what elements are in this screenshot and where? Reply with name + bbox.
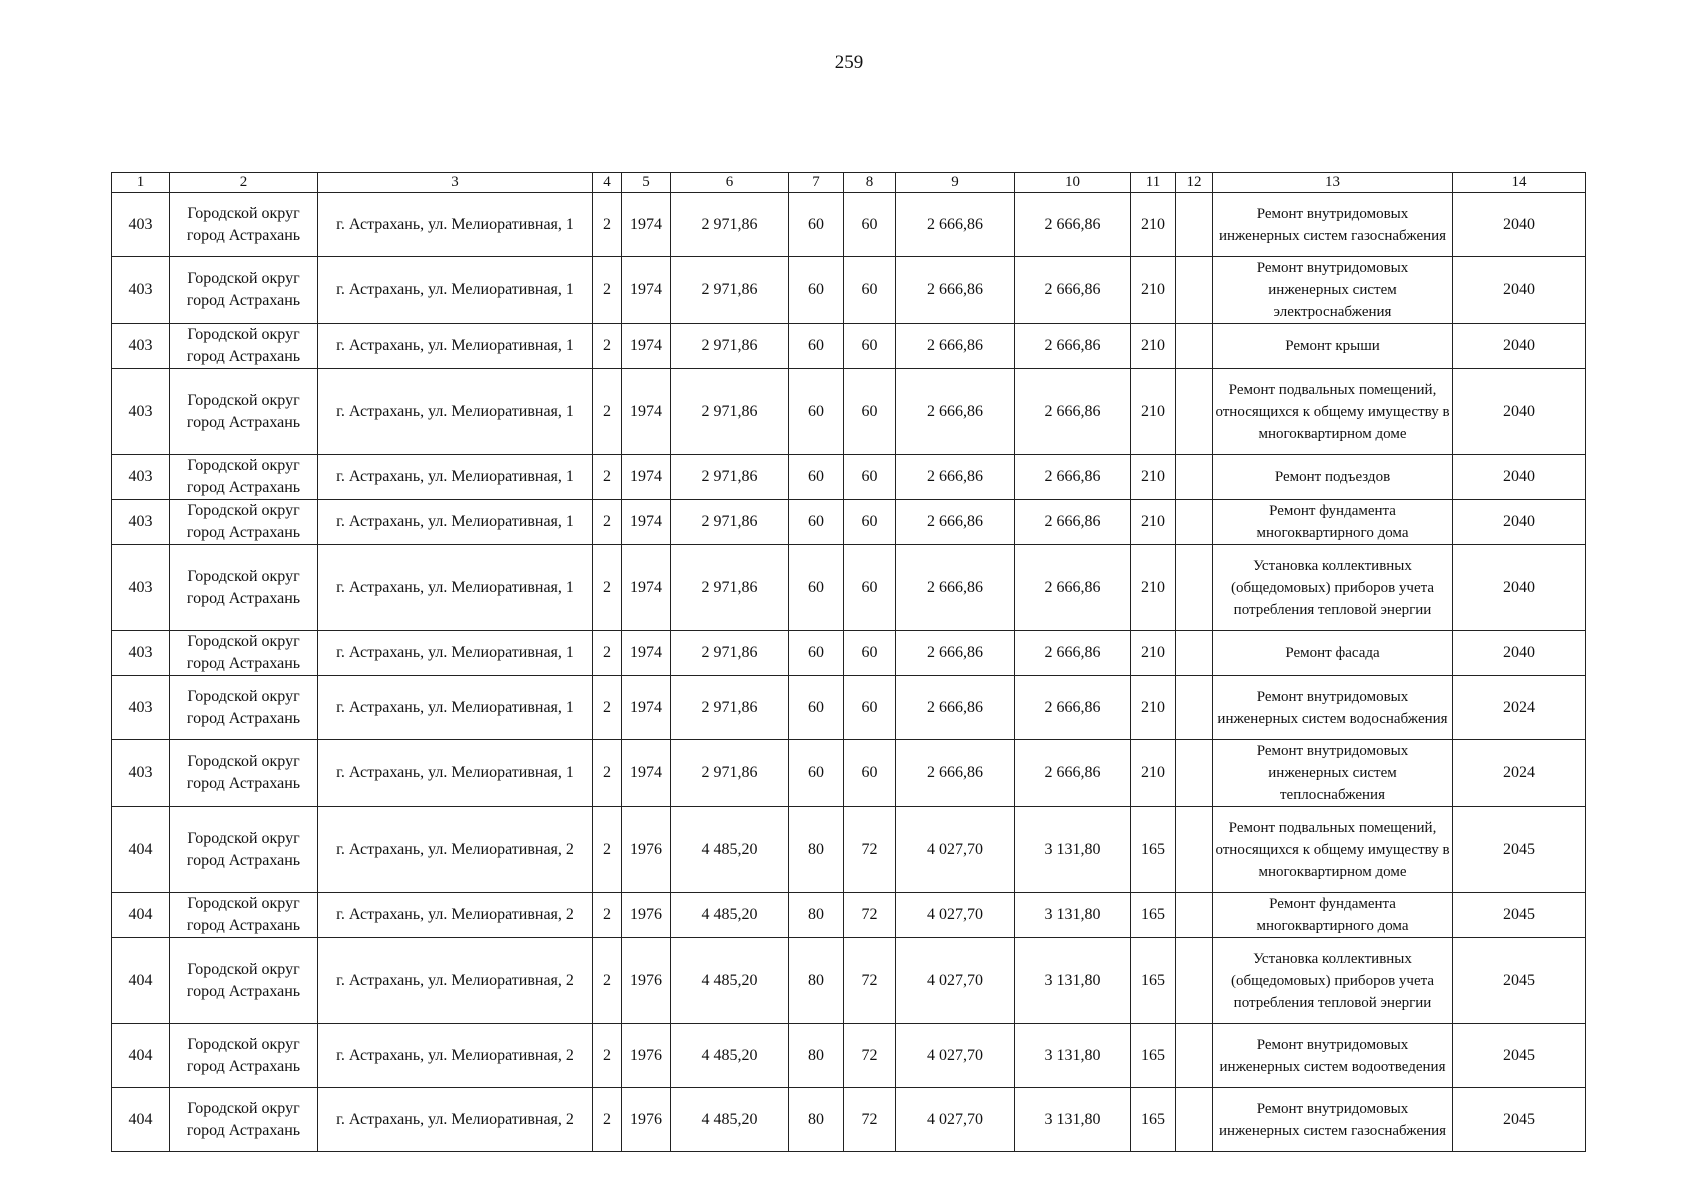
address-cell: г. Астрахань, ул. Мелиоративная, 1 bbox=[318, 545, 593, 631]
planned-year-cell: 2040 bbox=[1453, 500, 1586, 545]
area-cell-10: 3 131,80 bbox=[1015, 1024, 1131, 1088]
year-built-cell: 1974 bbox=[622, 545, 671, 631]
table-row bbox=[112, 938, 1586, 1024]
value-cell-11: 165 bbox=[1131, 938, 1176, 1024]
area-cell-9: 2 666,86 bbox=[896, 500, 1015, 545]
value-cell-8: 72 bbox=[844, 893, 896, 938]
floors-cell: 2 bbox=[593, 938, 622, 1024]
area-cell-9: 2 666,86 bbox=[896, 676, 1015, 740]
municipality-cell: Городской округ город Астрахань bbox=[170, 545, 318, 631]
table-row bbox=[112, 740, 1586, 807]
work-type-cell: Ремонт подвальных помещений, относящихся к общему имуществу в многоквартирном доме bbox=[1213, 807, 1453, 893]
planned-year-cell: 2040 bbox=[1453, 324, 1586, 369]
year-built-cell: 1974 bbox=[622, 324, 671, 369]
year-built-cell: 1974 bbox=[622, 257, 671, 324]
year-built-cell: 1974 bbox=[622, 631, 671, 676]
column-header: 8 bbox=[844, 173, 896, 193]
work-type-cell: Установка коллективных (общедомовых) приборов учета потребления тепловой энергии bbox=[1213, 545, 1453, 631]
total-area-cell: 2 971,86 bbox=[671, 676, 789, 740]
municipality-cell: Городской округ город Астрахань bbox=[170, 1088, 318, 1152]
area-cell-9: 4 027,70 bbox=[896, 807, 1015, 893]
address-cell: г. Астрахань, ул. Мелиоративная, 2 bbox=[318, 807, 593, 893]
year-built-cell: 1974 bbox=[622, 369, 671, 455]
work-type-cell: Ремонт внутридомовых инженерных систем газоснабжения bbox=[1213, 1088, 1453, 1152]
municipality-cell: Городской округ город Астрахань bbox=[170, 740, 318, 807]
value-cell-8: 60 bbox=[844, 740, 896, 807]
value-cell-11: 210 bbox=[1131, 545, 1176, 631]
table-row bbox=[112, 631, 1586, 676]
value-cell-11: 165 bbox=[1131, 1088, 1176, 1152]
table-row bbox=[112, 369, 1586, 455]
floors-cell: 2 bbox=[593, 455, 622, 500]
floors-cell: 2 bbox=[593, 807, 622, 893]
municipality-cell: Городской округ город Астрахань bbox=[170, 257, 318, 324]
year-built-cell: 1974 bbox=[622, 500, 671, 545]
municipality-cell: Городской округ город Астрахань bbox=[170, 193, 318, 257]
value-cell-7: 80 bbox=[789, 938, 844, 1024]
area-cell-10: 2 666,86 bbox=[1015, 740, 1131, 807]
record-number: 403 bbox=[112, 455, 170, 500]
record-number: 403 bbox=[112, 257, 170, 324]
value-cell-12 bbox=[1176, 807, 1213, 893]
work-type-cell: Ремонт фасада bbox=[1213, 631, 1453, 676]
column-number-row bbox=[112, 173, 1586, 193]
table-row bbox=[112, 193, 1586, 257]
column-header: 3 bbox=[318, 173, 593, 193]
table-row bbox=[112, 257, 1586, 324]
value-cell-11: 210 bbox=[1131, 369, 1176, 455]
value-cell-12 bbox=[1176, 676, 1213, 740]
table-row bbox=[112, 455, 1586, 500]
planned-year-cell: 2040 bbox=[1453, 257, 1586, 324]
value-cell-12 bbox=[1176, 257, 1213, 324]
area-cell-10: 2 666,86 bbox=[1015, 193, 1131, 257]
value-cell-12 bbox=[1176, 740, 1213, 807]
column-header: 13 bbox=[1213, 173, 1453, 193]
value-cell-7: 60 bbox=[789, 324, 844, 369]
area-cell-9: 4 027,70 bbox=[896, 1024, 1015, 1088]
area-cell-10: 2 666,86 bbox=[1015, 631, 1131, 676]
value-cell-8: 72 bbox=[844, 1088, 896, 1152]
record-number: 404 bbox=[112, 893, 170, 938]
area-cell-10: 3 131,80 bbox=[1015, 1088, 1131, 1152]
record-number: 403 bbox=[112, 676, 170, 740]
column-header: 4 bbox=[593, 173, 622, 193]
area-cell-10: 3 131,80 bbox=[1015, 893, 1131, 938]
floors-cell: 2 bbox=[593, 257, 622, 324]
work-type-cell: Ремонт внутридомовых инженерных систем теплоснабжения bbox=[1213, 740, 1453, 807]
planned-year-cell: 2024 bbox=[1453, 676, 1586, 740]
address-cell: г. Астрахань, ул. Мелиоративная, 1 bbox=[318, 257, 593, 324]
address-cell: г. Астрахань, ул. Мелиоративная, 1 bbox=[318, 324, 593, 369]
value-cell-11: 210 bbox=[1131, 324, 1176, 369]
municipality-cell: Городской округ город Астрахань bbox=[170, 676, 318, 740]
area-cell-10: 2 666,86 bbox=[1015, 257, 1131, 324]
record-number: 404 bbox=[112, 1088, 170, 1152]
address-cell: г. Астрахань, ул. Мелиоративная, 1 bbox=[318, 676, 593, 740]
work-type-cell: Ремонт внутридомовых инженерных систем водоснабжения bbox=[1213, 676, 1453, 740]
value-cell-12 bbox=[1176, 193, 1213, 257]
total-area-cell: 4 485,20 bbox=[671, 1024, 789, 1088]
planned-year-cell: 2040 bbox=[1453, 631, 1586, 676]
value-cell-11: 210 bbox=[1131, 740, 1176, 807]
value-cell-7: 60 bbox=[789, 369, 844, 455]
column-header: 12 bbox=[1176, 173, 1213, 193]
floors-cell: 2 bbox=[593, 324, 622, 369]
total-area-cell: 2 971,86 bbox=[671, 193, 789, 257]
planned-year-cell: 2045 bbox=[1453, 1088, 1586, 1152]
value-cell-7: 60 bbox=[789, 500, 844, 545]
municipality-cell: Городской округ город Астрахань bbox=[170, 369, 318, 455]
work-type-cell: Ремонт фундамента многоквартирного дома bbox=[1213, 893, 1453, 938]
area-cell-9: 2 666,86 bbox=[896, 740, 1015, 807]
value-cell-8: 60 bbox=[844, 324, 896, 369]
record-number: 403 bbox=[112, 193, 170, 257]
column-header: 5 bbox=[622, 173, 671, 193]
value-cell-7: 60 bbox=[789, 257, 844, 324]
record-number: 403 bbox=[112, 369, 170, 455]
value-cell-7: 80 bbox=[789, 807, 844, 893]
value-cell-7: 80 bbox=[789, 1088, 844, 1152]
table-row bbox=[112, 807, 1586, 893]
year-built-cell: 1974 bbox=[622, 676, 671, 740]
value-cell-12 bbox=[1176, 324, 1213, 369]
record-number: 404 bbox=[112, 807, 170, 893]
floors-cell: 2 bbox=[593, 500, 622, 545]
area-cell-9: 2 666,86 bbox=[896, 324, 1015, 369]
municipality-cell: Городской округ город Астрахань bbox=[170, 938, 318, 1024]
value-cell-8: 60 bbox=[844, 545, 896, 631]
page-number: 259 bbox=[834, 52, 864, 73]
record-number: 403 bbox=[112, 500, 170, 545]
floors-cell: 2 bbox=[593, 545, 622, 631]
record-number: 403 bbox=[112, 740, 170, 807]
area-cell-9: 4 027,70 bbox=[896, 1088, 1015, 1152]
total-area-cell: 2 971,86 bbox=[671, 369, 789, 455]
work-type-cell: Ремонт внутридомовых инженерных систем газоснабжения bbox=[1213, 193, 1453, 257]
value-cell-12 bbox=[1176, 631, 1213, 676]
municipality-cell: Городской округ город Астрахань bbox=[170, 324, 318, 369]
area-cell-10: 3 131,80 bbox=[1015, 938, 1131, 1024]
work-type-cell: Ремонт крыши bbox=[1213, 324, 1453, 369]
value-cell-8: 60 bbox=[844, 455, 896, 500]
total-area-cell: 2 971,86 bbox=[671, 740, 789, 807]
work-type-cell: Ремонт внутридомовых инженерных систем водоотведения bbox=[1213, 1024, 1453, 1088]
address-cell: г. Астрахань, ул. Мелиоративная, 2 bbox=[318, 1088, 593, 1152]
total-area-cell: 4 485,20 bbox=[671, 1088, 789, 1152]
work-type-cell: Ремонт подъездов bbox=[1213, 455, 1453, 500]
year-built-cell: 1974 bbox=[622, 740, 671, 807]
floors-cell: 2 bbox=[593, 1024, 622, 1088]
value-cell-11: 210 bbox=[1131, 257, 1176, 324]
year-built-cell: 1974 bbox=[622, 455, 671, 500]
value-cell-8: 60 bbox=[844, 193, 896, 257]
municipality-cell: Городской округ город Астрахань bbox=[170, 455, 318, 500]
planned-year-cell: 2040 bbox=[1453, 545, 1586, 631]
value-cell-8: 60 bbox=[844, 257, 896, 324]
planned-year-cell: 2040 bbox=[1453, 455, 1586, 500]
area-cell-10: 2 666,86 bbox=[1015, 369, 1131, 455]
table-row bbox=[112, 1088, 1586, 1152]
year-built-cell: 1976 bbox=[622, 893, 671, 938]
value-cell-12 bbox=[1176, 369, 1213, 455]
floors-cell: 2 bbox=[593, 740, 622, 807]
area-cell-10: 2 666,86 bbox=[1015, 455, 1131, 500]
total-area-cell: 4 485,20 bbox=[671, 807, 789, 893]
total-area-cell: 2 971,86 bbox=[671, 257, 789, 324]
work-type-cell: Ремонт фундамента многоквартирного дома bbox=[1213, 500, 1453, 545]
record-number: 403 bbox=[112, 631, 170, 676]
work-type-cell: Ремонт внутридомовых инженерных систем электроснабжения bbox=[1213, 257, 1453, 324]
register-table bbox=[111, 172, 1586, 1152]
value-cell-8: 60 bbox=[844, 369, 896, 455]
floors-cell: 2 bbox=[593, 631, 622, 676]
total-area-cell: 4 485,20 bbox=[671, 938, 789, 1024]
value-cell-11: 210 bbox=[1131, 676, 1176, 740]
year-built-cell: 1976 bbox=[622, 1088, 671, 1152]
value-cell-11: 165 bbox=[1131, 1024, 1176, 1088]
area-cell-9: 2 666,86 bbox=[896, 631, 1015, 676]
value-cell-7: 80 bbox=[789, 1024, 844, 1088]
table-row bbox=[112, 545, 1586, 631]
planned-year-cell: 2045 bbox=[1453, 807, 1586, 893]
value-cell-7: 60 bbox=[789, 455, 844, 500]
table-row bbox=[112, 324, 1586, 369]
value-cell-11: 210 bbox=[1131, 193, 1176, 257]
area-cell-9: 2 666,86 bbox=[896, 193, 1015, 257]
area-cell-10: 2 666,86 bbox=[1015, 324, 1131, 369]
planned-year-cell: 2040 bbox=[1453, 193, 1586, 257]
value-cell-12 bbox=[1176, 1024, 1213, 1088]
table-row bbox=[112, 500, 1586, 545]
work-type-cell: Ремонт подвальных помещений, относящихся к общему имуществу в многоквартирном доме bbox=[1213, 369, 1453, 455]
value-cell-12 bbox=[1176, 500, 1213, 545]
floors-cell: 2 bbox=[593, 193, 622, 257]
value-cell-7: 60 bbox=[789, 676, 844, 740]
value-cell-8: 60 bbox=[844, 676, 896, 740]
area-cell-9: 2 666,86 bbox=[896, 369, 1015, 455]
total-area-cell: 2 971,86 bbox=[671, 324, 789, 369]
value-cell-8: 60 bbox=[844, 631, 896, 676]
column-header: 10 bbox=[1015, 173, 1131, 193]
planned-year-cell: 2045 bbox=[1453, 893, 1586, 938]
value-cell-11: 165 bbox=[1131, 807, 1176, 893]
year-built-cell: 1974 bbox=[622, 193, 671, 257]
floors-cell: 2 bbox=[593, 893, 622, 938]
planned-year-cell: 2045 bbox=[1453, 938, 1586, 1024]
floors-cell: 2 bbox=[593, 676, 622, 740]
area-cell-9: 2 666,86 bbox=[896, 257, 1015, 324]
planned-year-cell: 2045 bbox=[1453, 1024, 1586, 1088]
value-cell-12 bbox=[1176, 893, 1213, 938]
value-cell-7: 60 bbox=[789, 631, 844, 676]
value-cell-12 bbox=[1176, 455, 1213, 500]
address-cell: г. Астрахань, ул. Мелиоративная, 1 bbox=[318, 740, 593, 807]
value-cell-7: 80 bbox=[789, 893, 844, 938]
municipality-cell: Городской округ город Астрахань bbox=[170, 893, 318, 938]
value-cell-11: 210 bbox=[1131, 500, 1176, 545]
column-header: 6 bbox=[671, 173, 789, 193]
value-cell-12 bbox=[1176, 1088, 1213, 1152]
area-cell-9: 4 027,70 bbox=[896, 938, 1015, 1024]
total-area-cell: 4 485,20 bbox=[671, 893, 789, 938]
area-cell-10: 2 666,86 bbox=[1015, 676, 1131, 740]
table-row bbox=[112, 676, 1586, 740]
year-built-cell: 1976 bbox=[622, 938, 671, 1024]
column-header: 7 bbox=[789, 173, 844, 193]
column-header: 14 bbox=[1453, 173, 1586, 193]
area-cell-9: 4 027,70 bbox=[896, 893, 1015, 938]
value-cell-12 bbox=[1176, 938, 1213, 1024]
municipality-cell: Городской округ город Астрахань bbox=[170, 631, 318, 676]
value-cell-8: 60 bbox=[844, 500, 896, 545]
area-cell-9: 2 666,86 bbox=[896, 455, 1015, 500]
record-number: 404 bbox=[112, 938, 170, 1024]
year-built-cell: 1976 bbox=[622, 1024, 671, 1088]
total-area-cell: 2 971,86 bbox=[671, 455, 789, 500]
work-type-cell: Установка коллективных (общедомовых) приборов учета потребления тепловой энергии bbox=[1213, 938, 1453, 1024]
municipality-cell: Городской округ город Астрахань bbox=[170, 500, 318, 545]
value-cell-8: 72 bbox=[844, 938, 896, 1024]
value-cell-7: 60 bbox=[789, 193, 844, 257]
record-number: 403 bbox=[112, 545, 170, 631]
municipality-cell: Городской округ город Астрахань bbox=[170, 1024, 318, 1088]
value-cell-11: 165 bbox=[1131, 893, 1176, 938]
value-cell-8: 72 bbox=[844, 1024, 896, 1088]
floors-cell: 2 bbox=[593, 1088, 622, 1152]
address-cell: г. Астрахань, ул. Мелиоративная, 2 bbox=[318, 938, 593, 1024]
column-header: 2 bbox=[170, 173, 318, 193]
total-area-cell: 2 971,86 bbox=[671, 500, 789, 545]
value-cell-7: 60 bbox=[789, 545, 844, 631]
value-cell-7: 60 bbox=[789, 740, 844, 807]
area-cell-10: 3 131,80 bbox=[1015, 807, 1131, 893]
record-number: 403 bbox=[112, 324, 170, 369]
column-header: 11 bbox=[1131, 173, 1176, 193]
address-cell: г. Астрахань, ул. Мелиоративная, 2 bbox=[318, 893, 593, 938]
year-built-cell: 1976 bbox=[622, 807, 671, 893]
address-cell: г. Астрахань, ул. Мелиоративная, 1 bbox=[318, 455, 593, 500]
address-cell: г. Астрахань, ул. Мелиоративная, 2 bbox=[318, 1024, 593, 1088]
address-cell: г. Астрахань, ул. Мелиоративная, 1 bbox=[318, 631, 593, 676]
municipality-cell: Городской округ город Астрахань bbox=[170, 807, 318, 893]
planned-year-cell: 2040 bbox=[1453, 369, 1586, 455]
area-cell-9: 2 666,86 bbox=[896, 545, 1015, 631]
value-cell-11: 210 bbox=[1131, 455, 1176, 500]
record-number: 404 bbox=[112, 1024, 170, 1088]
value-cell-12 bbox=[1176, 545, 1213, 631]
column-header: 9 bbox=[896, 173, 1015, 193]
value-cell-11: 210 bbox=[1131, 631, 1176, 676]
floors-cell: 2 bbox=[593, 369, 622, 455]
total-area-cell: 2 971,86 bbox=[671, 545, 789, 631]
value-cell-8: 72 bbox=[844, 807, 896, 893]
area-cell-10: 2 666,86 bbox=[1015, 500, 1131, 545]
address-cell: г. Астрахань, ул. Мелиоративная, 1 bbox=[318, 193, 593, 257]
planned-year-cell: 2024 bbox=[1453, 740, 1586, 807]
area-cell-10: 2 666,86 bbox=[1015, 545, 1131, 631]
address-cell: г. Астрахань, ул. Мелиоративная, 1 bbox=[318, 500, 593, 545]
table-row bbox=[112, 893, 1586, 938]
total-area-cell: 2 971,86 bbox=[671, 631, 789, 676]
table-row bbox=[112, 1024, 1586, 1088]
column-header: 1 bbox=[112, 173, 170, 193]
address-cell: г. Астрахань, ул. Мелиоративная, 1 bbox=[318, 369, 593, 455]
